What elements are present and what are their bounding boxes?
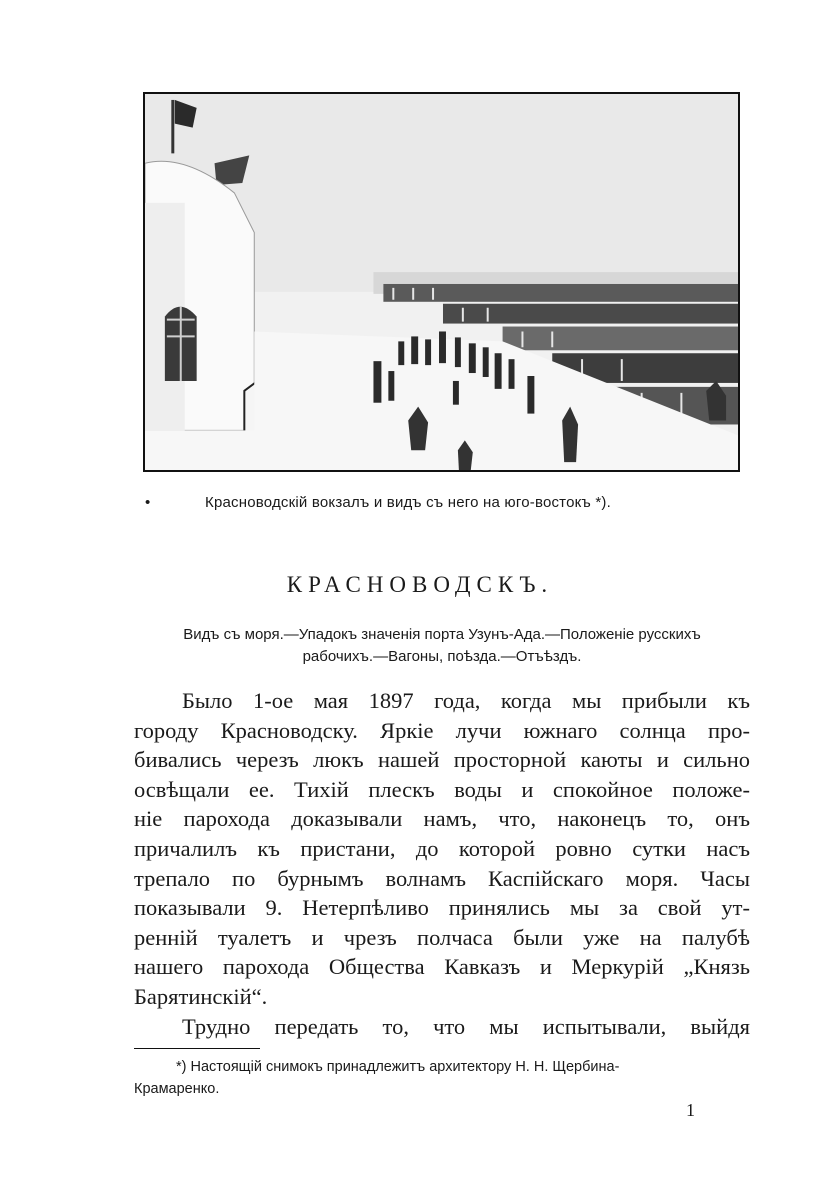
body-line: Трудно передать то, что мы испытывали, выйдя: [182, 1013, 750, 1039]
footnote: [134, 1056, 750, 1100]
chapter-title: КРАСНОВОДСКЪ.: [286, 572, 554, 597]
photo-caption: [145, 494, 745, 511]
photograph-image: [145, 94, 738, 470]
footnote-line: *) Настоящій снимокъ принадлежитъ архитектору Н. Н. Щербина-: [176, 1059, 620, 1075]
body-line: Барятинскій“.: [134, 983, 268, 1009]
body-line: ніе парохода доказывали намъ, что, наконецъ то, онъ: [134, 806, 750, 832]
body-line: бивались черезъ люкъ нашей просторной каюты и сильно: [134, 747, 750, 773]
page-number: 1: [686, 1100, 695, 1120]
body-line: трепало по бурнымъ волнамъ Каспійскаго моря. Часы: [134, 865, 750, 891]
footnote-line: Крамаренко.: [134, 1081, 220, 1097]
body-line: Было 1-ое мая 1897 года, когда мы прибыли къ: [182, 688, 750, 713]
caption-bullet: •: [145, 494, 151, 511]
summary-line: Видъ съ моря.—Упадокъ значенія порта Узунъ-Ада.—Положеніе русскихъ: [183, 626, 701, 643]
chapter-summary: [135, 624, 749, 668]
station-photograph: [143, 92, 740, 472]
body-line: показывали 9. Нетерпѣливо принялись мы за свой ут-: [134, 895, 750, 921]
footnote-rule: [134, 1048, 260, 1049]
body-line: причалилъ къ пристани, до которой ровно сутки насъ: [134, 835, 750, 861]
body-line: освѣщали ее. Тихій плескъ воды и спокойное положе-: [134, 776, 750, 802]
body-line: нашего парохода Общества Кавказъ и Меркурій „Князь: [134, 954, 750, 980]
caption-text: Красноводскій вокзалъ и видъ съ него на юго-востокъ *).: [205, 494, 611, 511]
body-line: городу Красноводску. Яркіе лучи южнаго солнца про-: [134, 717, 750, 743]
body-line: ренній туалетъ и чрезъ полчаса были уже на палубѣ: [134, 924, 750, 950]
body-paragraphs: [134, 686, 750, 1041]
summary-line: рабочихъ.—Вагоны, поѣзда.—Отъѣздъ.: [302, 648, 582, 665]
